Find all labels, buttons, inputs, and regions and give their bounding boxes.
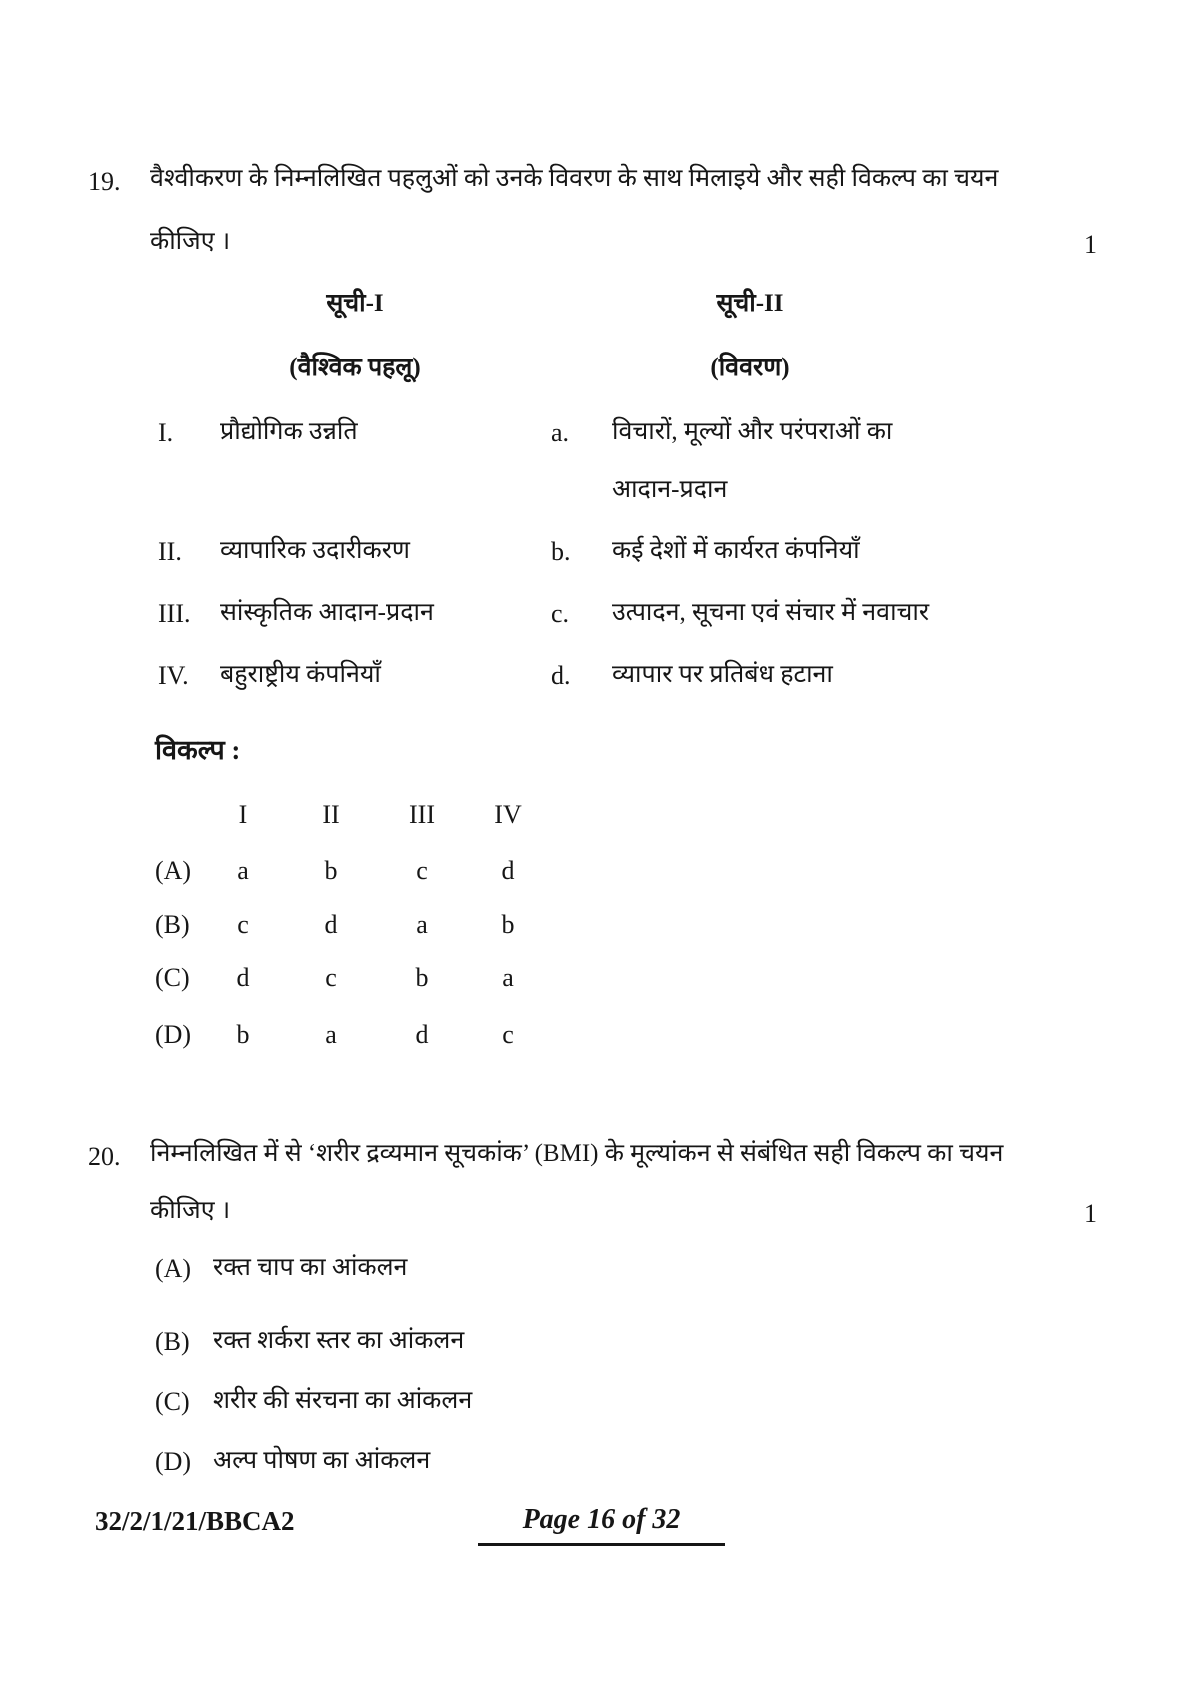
question-20-marks: 1 — [1084, 1199, 1097, 1228]
pair-1-right-text-line1: विचारों, मूल्यों और परंपराओं का — [612, 418, 893, 445]
list2-header: सूची-II — [716, 290, 784, 317]
table-row-B-cell: c — [237, 910, 249, 939]
question-20-text-line1: निम्नलिखित में से ‘शरीर द्रव्यमान सूचकांक’ (BMI) के मूल्यांकन से संबंधित सही विकल्प का चयन — [150, 1140, 1004, 1167]
q20-option-D-label: (D) — [155, 1447, 192, 1476]
page-number-label: Page 16 of 32 — [522, 1504, 681, 1535]
q20-option-A-text: रक्त चाप का आंकलन — [213, 1254, 408, 1281]
list1-subheader: (वैश्विक पहलू) — [289, 354, 421, 381]
table-row-B-cell: a — [416, 910, 428, 939]
table-row-A-cell: a — [237, 856, 249, 885]
pair-2-letter: b. — [551, 537, 571, 566]
pair-4-left-text: बहुराष्ट्रीय कंपनियाँ — [220, 661, 381, 688]
list1-header: सूची-I — [326, 290, 384, 317]
table-header-II: II — [322, 800, 340, 829]
pair-2-left-text: व्यापारिक उदारीकरण — [220, 537, 411, 564]
table-row-C-cell: c — [325, 963, 337, 992]
table-row-C-cell: b — [415, 963, 429, 992]
pair-2-roman: II. — [158, 537, 182, 566]
table-row-C-label: (C) — [155, 963, 190, 992]
pair-3-right-text: उत्पादन, सूचना एवं संचार में नवाचार — [612, 599, 930, 626]
list2-subheader: (विवरण) — [710, 354, 790, 381]
pair-1-right-text-line2: आदान-प्रदान — [612, 476, 728, 503]
table-row-A-cell: b — [324, 856, 338, 885]
pair-4-letter: d. — [551, 661, 571, 690]
question-20-text-line2: कीजिए । — [150, 1197, 231, 1224]
table-header-III: III — [409, 800, 435, 829]
table-row-A-cell: c — [416, 856, 428, 885]
question-19-number: 19. — [88, 167, 121, 196]
pair-4-roman: IV. — [158, 661, 189, 690]
table-row-D-cell: c — [502, 1020, 514, 1049]
pair-2-right-text: कई देशों में कार्यरत कंपनियाँ — [612, 537, 860, 564]
q20-option-B-text: रक्त शर्करा स्तर का आंकलन — [213, 1327, 465, 1354]
table-row-B-cell: d — [324, 910, 338, 939]
question-19-text-line1: वैश्वीकरण के निम्नलिखित पहलुओं को उनके विवरण के साथ मिलाइये और सही विकल्प का चयन — [150, 165, 999, 192]
question-19-text-line2: कीजिए । — [150, 228, 231, 255]
table-row-D-cell: b — [236, 1020, 250, 1049]
q20-option-B-label: (B) — [155, 1327, 190, 1356]
pair-1-letter: a. — [551, 418, 570, 447]
q20-option-A-label: (A) — [155, 1254, 192, 1283]
table-row-A-cell: d — [501, 856, 515, 885]
table-row-B-label: (B) — [155, 910, 190, 939]
table-row-D-label: (D) — [155, 1020, 192, 1049]
pair-1-left-text: प्रौद्योगिक उन्नति — [220, 418, 358, 445]
pair-3-left-text: सांस्कृतिक आदान-प्रदान — [220, 599, 434, 626]
table-row-D-cell: d — [415, 1020, 429, 1049]
paper-code: 32/2/1/21/BBCA2 — [95, 1506, 295, 1536]
table-row-D-cell: a — [325, 1020, 337, 1049]
table-header-IV: IV — [494, 800, 522, 829]
pair-3-letter: c. — [551, 599, 570, 628]
table-row-C-cell: d — [236, 963, 250, 992]
q20-option-C-text: शरीर की संरचना का आंकलन — [213, 1387, 473, 1414]
table-row-B-cell: b — [501, 910, 515, 939]
q20-option-C-label: (C) — [155, 1387, 190, 1416]
table-row-A-label: (A) — [155, 856, 192, 885]
pair-1-roman: I. — [158, 418, 174, 447]
table-header-I: I — [238, 800, 248, 829]
table-row-C-cell: a — [502, 963, 514, 992]
page-number-underline — [478, 1543, 725, 1546]
pair-4-right-text: व्यापार पर प्रतिबंध हटाना — [612, 661, 833, 688]
options-label: विकल्प : — [155, 735, 241, 765]
q20-option-D-text: अल्प पोषण का आंकलन — [213, 1447, 431, 1474]
pair-3-roman: III. — [158, 599, 191, 628]
question-19-marks: 1 — [1084, 230, 1097, 259]
question-20-number: 20. — [88, 1142, 121, 1171]
